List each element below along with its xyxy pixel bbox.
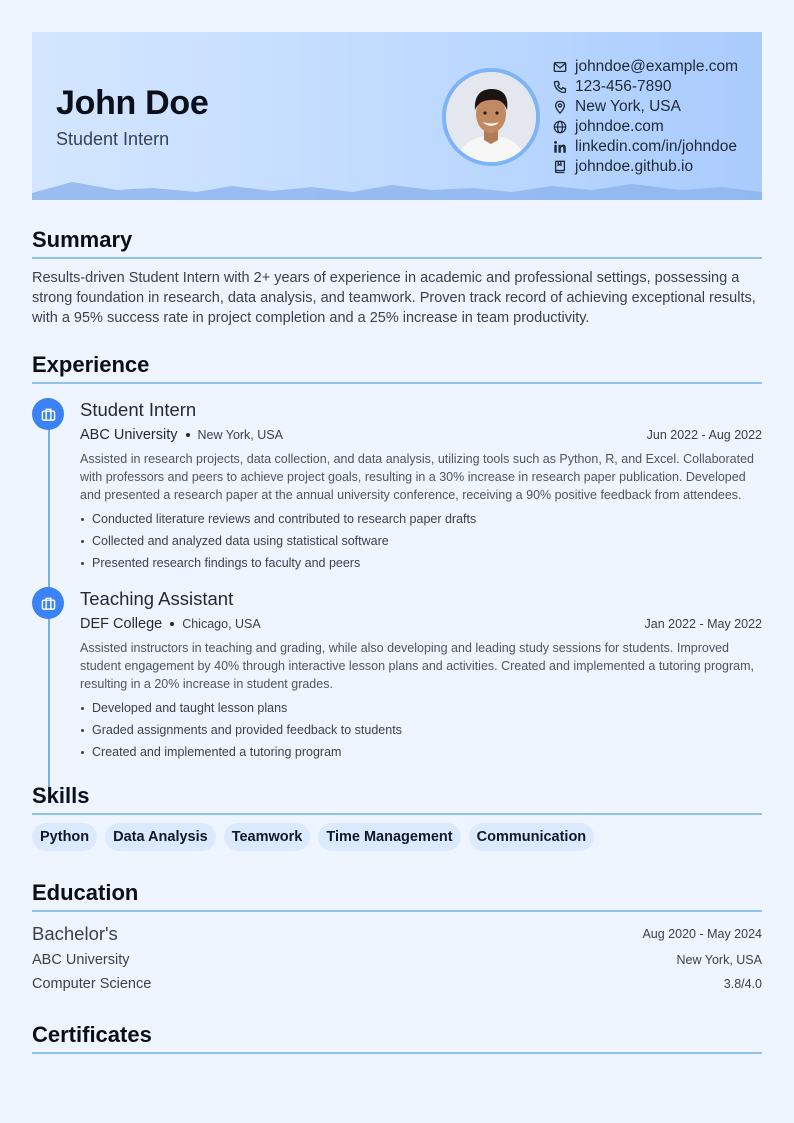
briefcase-icon xyxy=(41,596,56,611)
bullet-item: Created and implemented a tutoring program xyxy=(80,741,762,763)
experience-role: Student Intern xyxy=(80,399,197,420)
bullet-item: Collected and analyzed data using statistical software xyxy=(80,530,762,552)
experience-location: Chicago, USA xyxy=(182,617,261,631)
dot-separator xyxy=(186,433,190,437)
experience-meta xyxy=(80,615,762,633)
section-divider xyxy=(32,257,762,259)
experience-body xyxy=(80,398,762,574)
mail-icon xyxy=(553,60,567,74)
skill-chip: Teamwork xyxy=(224,823,311,851)
candidate-name: John Doe xyxy=(56,84,209,122)
profile-photo xyxy=(446,72,536,162)
experience-location: New York, USA xyxy=(197,428,283,442)
mountain-decoration xyxy=(32,180,762,200)
skill-chip: Python xyxy=(32,823,97,851)
summary-title: Summary xyxy=(32,227,133,252)
experience-company: DEF College xyxy=(80,616,163,632)
section-divider xyxy=(32,813,762,815)
education-degree: Bachelor's xyxy=(32,923,118,944)
summary-section xyxy=(32,225,762,328)
section-divider xyxy=(32,382,762,384)
education-field: Computer Science xyxy=(32,976,152,992)
dot-separator xyxy=(170,622,174,626)
contact-list xyxy=(553,57,738,177)
experience-company: ABC University xyxy=(80,427,178,443)
experience-title: Experience xyxy=(32,352,150,377)
education-location: New York, USA xyxy=(676,953,762,967)
location-icon xyxy=(553,100,567,114)
skill-chip: Time Management xyxy=(318,823,460,851)
contact-phone-text: 123-456-7890 xyxy=(575,78,672,95)
education-row xyxy=(32,972,762,996)
skills-section xyxy=(32,781,762,851)
summary-text: Results-driven Student Intern with 2+ years of experience in academic and professional settings, possessing a strong foundation in research, data analysis, and teamwork. Proven track record of achieving exceptional results, with a 95% success rate in project completion and a 25% increase in team productivity. xyxy=(32,270,756,326)
experience-dot xyxy=(32,398,64,430)
education-date: Aug 2020 - May 2024 xyxy=(642,927,762,941)
contact-location xyxy=(553,97,738,117)
bullet-item: Developed and taught lesson plans xyxy=(80,697,762,719)
phone-icon xyxy=(553,80,567,94)
contact-phone[interactable] xyxy=(553,77,738,97)
education-section xyxy=(32,878,762,996)
education-title: Education xyxy=(32,880,139,905)
contact-website-text: johndoe.com xyxy=(575,118,664,135)
globe-icon xyxy=(553,120,567,134)
section-divider xyxy=(32,1052,762,1054)
skill-chip: Communication xyxy=(469,823,595,851)
experience-date: Jan 2022 - May 2022 xyxy=(644,617,762,631)
experience-role: Teaching Assistant xyxy=(80,588,234,609)
linkedin-icon xyxy=(553,140,567,154)
avatar xyxy=(442,68,540,166)
experience-meta xyxy=(80,426,762,444)
section-divider xyxy=(32,910,762,912)
contact-github[interactable] xyxy=(553,157,738,177)
experience-description: Assisted in research projects, data collection, and data analysis, utilizing tools such as Python, R, and Excel. Collaborated with professors and peers to achieve project goals, resulting in a 30% increase in research paper publication. Developed and presented a research paper at the annual university conference, receiving a 90% positive feedback from attendees. xyxy=(80,452,754,502)
certificates-title: Certificates xyxy=(32,1022,152,1047)
education-row xyxy=(32,922,762,946)
contact-website[interactable] xyxy=(553,117,738,137)
education-row xyxy=(32,948,762,972)
github-icon xyxy=(553,160,567,174)
experience-section xyxy=(32,350,762,384)
resume-page xyxy=(32,32,762,1047)
contact-linkedin-text: linkedin.com/in/johndoe xyxy=(575,138,737,155)
experience-dot xyxy=(32,587,64,619)
bullet-item: Conducted literature reviews and contributed to research paper drafts xyxy=(80,508,762,530)
candidate-headline: Student Intern xyxy=(56,129,170,149)
skills-title: Skills xyxy=(32,783,90,808)
skill-chip: Data Analysis xyxy=(105,823,216,851)
contact-email[interactable] xyxy=(553,57,738,77)
bullet-item: Presented research findings to faculty and peers xyxy=(80,552,762,574)
experience-description: Assisted instructors in teaching and grading, while also developing and leading study sessions for students. Improved student engagement by 40% through interactive lesson plans and activities. Created and implemented a tutoring program, resulting in a 20% increase in student grades. xyxy=(80,641,755,691)
experience-bullets xyxy=(80,508,762,574)
education-gpa: 3.8/4.0 xyxy=(723,977,762,991)
contact-location-text: New York, USA xyxy=(575,98,681,115)
certificates-section xyxy=(32,1020,762,1054)
resume-header xyxy=(32,32,762,200)
contact-linkedin[interactable] xyxy=(553,137,738,157)
skills-list xyxy=(32,823,762,851)
briefcase-icon xyxy=(41,407,56,422)
experience-body xyxy=(80,587,762,763)
contact-email-text: johndoe@example.com xyxy=(575,58,739,75)
education-school: ABC University xyxy=(32,952,130,968)
contact-github-text: johndoe.github.io xyxy=(575,158,694,175)
experience-date: Jun 2022 - Aug 2022 xyxy=(646,428,762,442)
experience-bullets xyxy=(80,697,762,763)
bullet-item: Graded assignments and provided feedback to students xyxy=(80,719,762,741)
